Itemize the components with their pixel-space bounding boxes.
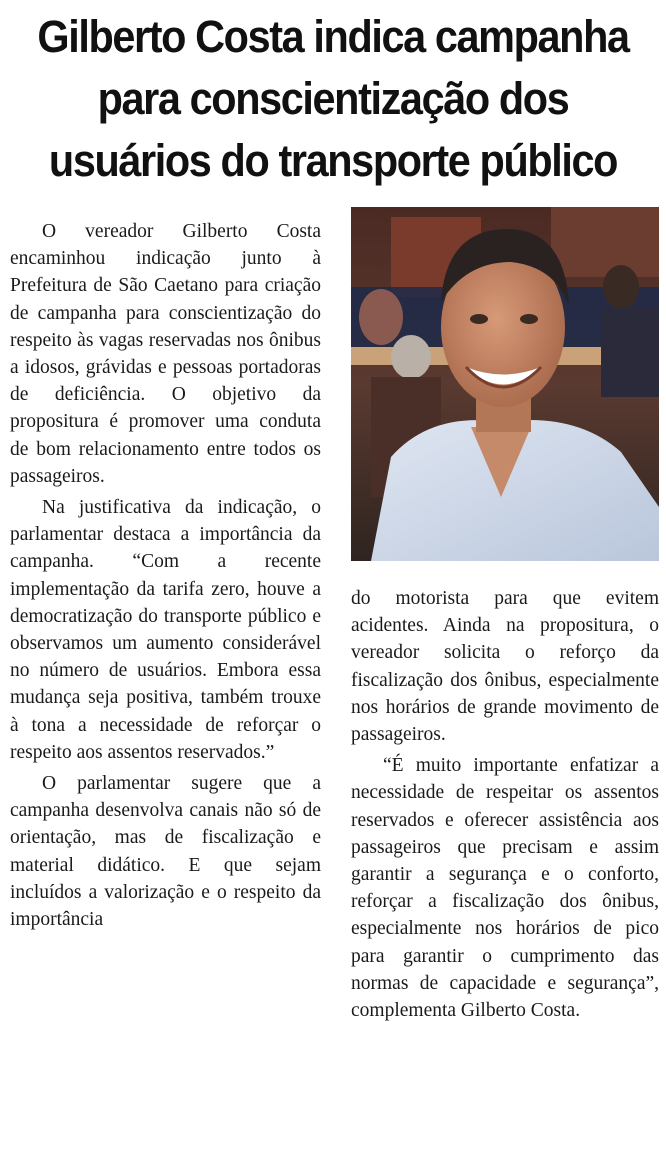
portrait-photo-icon	[351, 207, 659, 561]
paragraph-4: “É muito importante enfatizar a necessidade de respeitar os assentos reservados e oferecer assistência aos passageiros que precisam e assim garantir a segurança e o conforto, reforçar a fiscalização dos ônibus, especialmente nos horários de pico para garantir o cumprimento das normas de capacidade e segurança”, complementa Gilberto Costa.	[351, 755, 659, 1022]
portrait-photo	[351, 207, 659, 561]
paragraph-3-continued: do motorista para que evitem acidentes. Ainda na propositura, o vereador solicita o reforço da fiscalização dos ônibus, especialmente nos horários de grande movimento de passageiros.	[351, 588, 659, 746]
paragraph-1: O vereador Gilberto Costa encaminhou indicação junto à Prefeitura de São Caetano para criação de campanha para conscientização do respeito às vagas reservadas nos ônibus a idosos, grávidas e pessoas portadoras de deficiência. O objetivo da propositura é promover uma conduta de bom relacionamento entre todos os passageiros.	[10, 221, 321, 487]
headline: Gilberto Costa indica campanha para conscientização dos usuários do transporte público	[37, 11, 629, 186]
paragraph-3: O parlamentar sugere que a campanha desenvolva canais não só de orientação, mas de fiscalização e material didático. E que sejam incluídos a valorização e o respeito da importância	[10, 773, 321, 931]
article-column-left	[10, 218, 321, 933]
article-column-right	[351, 585, 659, 1024]
paragraph-2: Na justificativa da indicação, o parlamentar destaca a importância da campanha. “Com a recente implementação da tarifa zero, houve a democratização do transporte público e observamos um aumento considerável no número de usuários. Embora essa mudança seja positiva, também trouxe à tona a necessidade de reforçar o respeito aos assentos reservados.”	[10, 497, 321, 763]
